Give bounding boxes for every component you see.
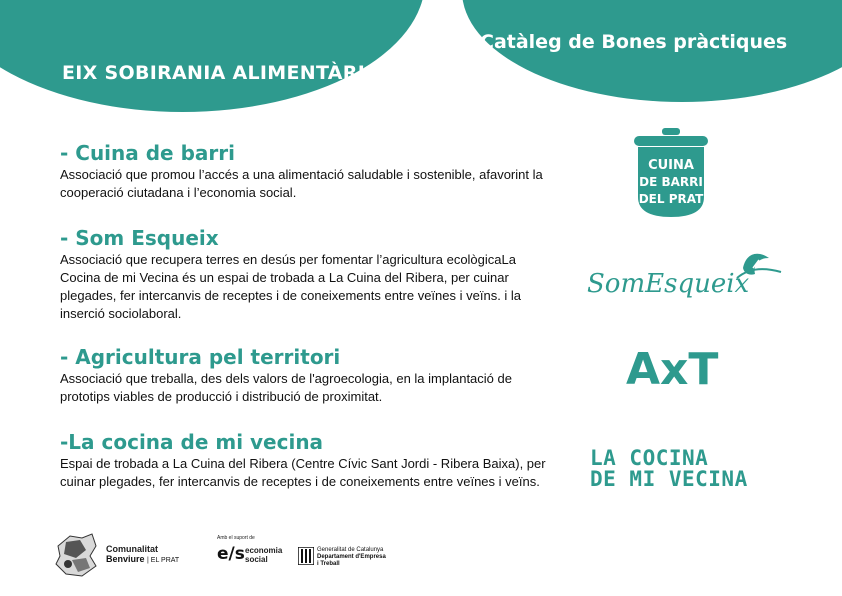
footer — [52, 530, 412, 580]
comunalitat-text: Comunalitat Benviure | EL PRAT — [106, 544, 180, 564]
axt-logo — [626, 344, 726, 396]
cocina-vecina-line2: DE MI VECINA — [590, 467, 748, 491]
cuina-barri-logo — [630, 127, 712, 219]
cuina-barri-line2: DE BARRI — [639, 175, 703, 189]
cuina-barri-line1: CUINA — [648, 158, 694, 173]
leaf-icon — [585, 246, 785, 306]
entry-title: - Som Esqueix — [60, 226, 219, 250]
entry-som-esqueix — [60, 226, 560, 323]
generalitat-text: Generalitat de Catalunya Departament d'Empresa i Treball — [317, 547, 386, 567]
header-blob-left — [0, 0, 425, 112]
som-esqueix-text: SomEsqueix — [587, 269, 750, 299]
entry-agricultura-territori — [60, 345, 560, 406]
axt-text: AxT — [626, 344, 719, 395]
entry-cuina-barri — [60, 141, 560, 202]
cocina-vecina-logo — [590, 448, 770, 494]
pot-icon — [630, 127, 712, 219]
entry-description: Associació que promou l’accés a una alimentació saludable i sostenible, afavorint la cooperació ciutadana i l’economia social. — [60, 167, 543, 200]
catalog-title: Catàleg de Bones pràctiques — [480, 31, 788, 53]
entry-description: Associació que treballa, des dels valors de l'agroecologia, en la implantació de prototips viables de producció i distribució de proximitat. — [60, 371, 512, 404]
entry-description: Associació que recupera terres en desús per fomentar l’agricultura ecològicaLa Cocina de mi Vecina és un espai de trobada a La Cuina del Ribera, per cuinar plegades, fer intercanvis de receptes i de coneixements entre veïnes i veïns. i la inserció sociolaboral. — [60, 252, 522, 321]
entry-cocina-vecina — [60, 430, 560, 491]
support-label: Amb el suport de — [217, 535, 255, 541]
economia-social-text: economia social — [245, 546, 283, 564]
entry-title: -La cocina de mi vecina — [60, 430, 324, 454]
cocina-vecina-line1: LA COCINA — [590, 446, 709, 470]
cuina-barri-line3: DEL PRAT — [638, 192, 704, 206]
som-esqueix-logo — [585, 246, 785, 306]
entry-description: Espai de trobada a La Cuina del Ribera (Centre Cívic Sant Jordi - Ribera Baixa), per cuinar plegades, fer intercanvis de receptes i de coneixements entre veïnes i veïns. — [60, 456, 546, 489]
economia-social-symbol: e/s — [217, 544, 245, 564]
comunalitat-map-icon — [52, 532, 100, 578]
entry-title: - Cuina de barri — [60, 141, 235, 165]
entry-title: - Agricultura pel territori — [60, 345, 341, 369]
page-title: EIX SOBIRANIA ALIMENTÀRIA — [62, 62, 381, 84]
generalitat-emblem-icon — [298, 547, 314, 565]
